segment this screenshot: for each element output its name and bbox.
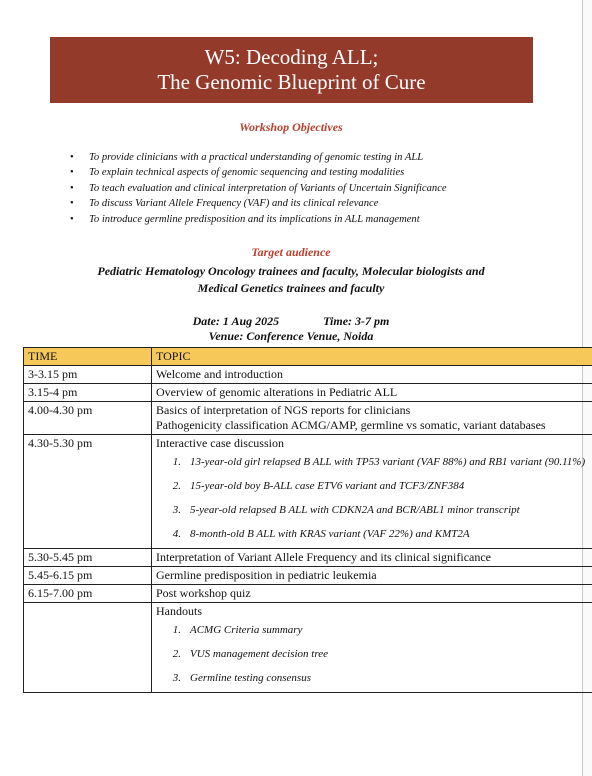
title-banner bbox=[50, 37, 533, 103]
list-number: 2. bbox=[172, 648, 181, 660]
topic-text: Interactive case discussion bbox=[156, 436, 284, 450]
list-item bbox=[156, 619, 588, 643]
list-item bbox=[156, 451, 588, 475]
audience-line-2: Medical Genetics trainees and faculty bbox=[197, 281, 385, 295]
event-venue: Venue: Conference Venue, Noida bbox=[208, 329, 374, 343]
audience-heading: Target audience bbox=[251, 245, 331, 259]
topic-cell: Overview of genomic alterations in Pediatric ALL bbox=[152, 384, 592, 402]
list-item bbox=[156, 499, 588, 523]
list-number: 3. bbox=[172, 672, 181, 684]
list-number: 2. bbox=[172, 480, 181, 492]
topic-cell: Welcome and introduction bbox=[152, 366, 592, 384]
list-item bbox=[156, 667, 588, 691]
objectives-list bbox=[70, 150, 447, 227]
objective-item: • To introduce germline predisposition and its implications in ALL management bbox=[70, 212, 447, 227]
time-cell bbox=[24, 603, 152, 693]
topic-cell bbox=[152, 435, 592, 549]
banner-title-line-1: W5: Decoding ALL; bbox=[204, 45, 379, 69]
list-number: 4. bbox=[172, 528, 181, 540]
event-date: Date: 1 Aug 2025 bbox=[192, 314, 280, 328]
topic-text: Pathogenicity classification ACMG/AMP, germline vs somatic, variant databases bbox=[156, 418, 546, 432]
audience-line-1: Pediatric Hematology Oncology trainees and faculty, Molecular biologists and bbox=[97, 264, 485, 278]
event-details bbox=[0, 314, 582, 344]
objectives-heading: Workshop Objectives bbox=[239, 120, 343, 134]
table-row bbox=[24, 435, 592, 549]
list-text: 5-year-old relapsed B ALL with CDKN2A and BCR/ABL1 minor transcript bbox=[190, 504, 520, 516]
topic-cell: Interpretation of Variant Allele Frequency and its clinical significance bbox=[152, 549, 592, 567]
objective-item: • To provide clinicians with a practical understanding of genomic testing in ALL bbox=[70, 150, 447, 165]
topic-cell bbox=[152, 402, 592, 435]
objective-item: • To teach evaluation and clinical interpretation of Variants of Uncertain Significance bbox=[70, 181, 447, 196]
topic-text: Handouts bbox=[156, 604, 202, 618]
list-text: Germline testing consensus bbox=[190, 672, 311, 684]
list-item bbox=[156, 643, 588, 667]
table-row bbox=[24, 366, 592, 384]
topic-cell bbox=[152, 603, 592, 693]
list-number: 1. bbox=[172, 456, 181, 468]
table-row bbox=[24, 384, 592, 402]
list-item bbox=[156, 523, 588, 547]
date-time-line bbox=[0, 314, 582, 329]
topic-column-header: TOPIC bbox=[152, 348, 592, 366]
list-text: 15-year-old boy B-ALL case ETV6 variant and TCF3/ZNF384 bbox=[190, 480, 465, 492]
list-item bbox=[156, 475, 588, 499]
time-cell: 3.15-4 pm bbox=[24, 384, 152, 402]
objective-item: • To explain technical aspects of genomic sequencing and testing modalities bbox=[70, 165, 447, 180]
list-text: 13-year-old girl relapsed B ALL with TP53 variant (VAF 88%) and RB1 variant (90.11%) bbox=[190, 456, 586, 468]
schedule-table bbox=[23, 347, 592, 693]
table-row bbox=[24, 549, 592, 567]
event-time: Time: 3-7 pm bbox=[323, 314, 390, 328]
list-text: ACMG Criteria summary bbox=[190, 624, 303, 636]
banner-title-line-2: The Genomic Blueprint of Cure bbox=[157, 70, 426, 94]
handouts-list bbox=[156, 619, 588, 691]
topic-text: Basics of interpretation of NGS reports for clinicians bbox=[156, 403, 411, 417]
time-cell: 5.30-5.45 pm bbox=[24, 549, 152, 567]
case-list bbox=[156, 451, 588, 547]
table-header-row bbox=[24, 348, 592, 366]
objective-item: • To discuss Variant Allele Frequency (VAF) and its clinical relevance bbox=[70, 196, 447, 211]
table-row bbox=[24, 585, 592, 603]
topic-cell: Post workshop quiz bbox=[152, 585, 592, 603]
time-cell: 6.15-7.00 pm bbox=[24, 585, 152, 603]
table-row bbox=[24, 402, 592, 435]
topic-cell: Germline predisposition in pediatric leukemia bbox=[152, 567, 592, 585]
time-column-header: TIME bbox=[24, 348, 152, 366]
list-text: 8-month-old B ALL with KRAS variant (VAF 22%) and KMT2A bbox=[190, 528, 470, 540]
time-cell: 4.00-4.30 pm bbox=[24, 402, 152, 435]
time-cell: 4.30-5.30 pm bbox=[24, 435, 152, 549]
audience-text bbox=[0, 263, 582, 297]
time-cell: 5.45-6.15 pm bbox=[24, 567, 152, 585]
list-text: VUS management decision tree bbox=[190, 648, 328, 660]
list-number: 3. bbox=[172, 504, 181, 516]
time-cell: 3-3.15 pm bbox=[24, 366, 152, 384]
table-row bbox=[24, 603, 592, 693]
table-row bbox=[24, 567, 592, 585]
list-number: 1. bbox=[172, 624, 181, 636]
